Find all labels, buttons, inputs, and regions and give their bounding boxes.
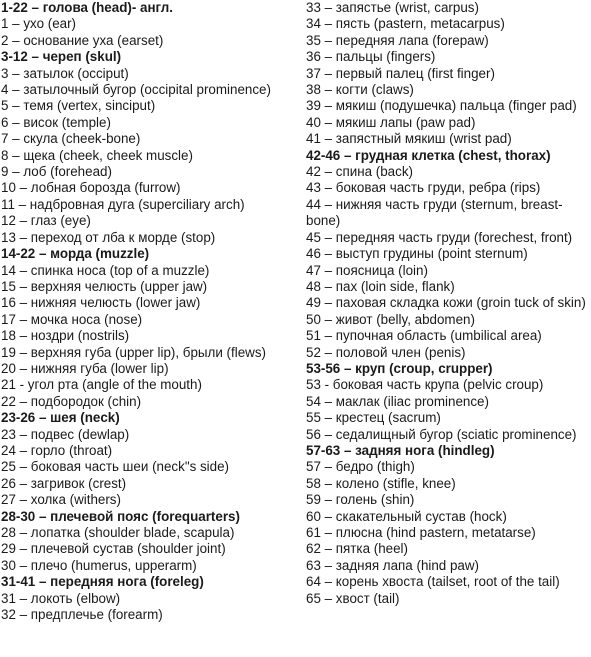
list-item: 36 – пальцы (fingers) [306,49,436,65]
list-item: 42 – спина (back) [306,164,413,180]
list-item: 30 – плечо (humerus, upperarm) [1,557,197,573]
list-item: 47 – поясница (loin) [306,262,428,278]
section-heading: 57-63 – задняя нога (hindleg) [306,442,495,458]
list-item: 11 – надбровная дуга (superciliary arch) [1,196,245,212]
list-item: 23 – подвес (dewlap) [1,426,130,442]
list-item: 31 – локоть (elbow) [1,590,121,606]
list-item: 50 – живот (belly, abdomen) [306,311,475,327]
section-heading: 28-30 – плечевой пояс (forequarters) [1,508,240,524]
list-item: 37 – первый палец (first finger) [306,65,495,81]
list-item: 22 – подбородок (chin) [1,393,142,409]
list-item: 17 – мочка носа (nose) [1,311,143,327]
list-item: 21 - угол рта (angle of the mouth) [1,377,202,393]
list-item: 35 – передняя лапа (forepaw) [306,32,489,48]
list-item: 13 – переход от лба к морде (stop) [1,229,216,245]
list-item: 62 – пятка (heel) [306,541,408,557]
list-item: 38 – когти (claws) [306,82,414,98]
list-item: 39 – мякиш (подушечка) пальца (finger pad) [306,98,577,114]
list-item: 5 – темя (vertex, sinciput) [1,98,156,114]
list-item: 55 – крестец (sacrum) [306,410,441,426]
list-item: 63 – задняя лапа (hind paw) [306,557,479,573]
list-item: 34 – пясть (pastern, metacarpus) [306,16,505,32]
list-item: 6 – висок (temple) [1,114,111,130]
list-item: 51 – пупочная область (umbilical area) [306,328,542,344]
section-heading: 42-46 – грудная клетка (chest, thorax) [306,147,551,163]
list-item: 33 – запястье (wrist, carpus) [306,0,479,15]
list-item: 8 – щека (cheek, cheek muscle) [1,147,193,163]
list-item: 10 – лобная борозда (furrow) [1,180,181,196]
section-heading: 14-22 – морда (muzzle) [1,246,150,262]
section-heading: 3-12 – череп (skul) [1,49,122,65]
section-heading: 53-56 – круп (croup, crupper) [306,360,493,376]
list-item: 27 – холка (withers) [1,492,121,508]
list-item: 52 – половой член (penis) [306,344,466,360]
list-item: 2 – основание уха (earset) [1,32,164,48]
list-item: 60 – скакательный сустав (hock) [306,508,507,524]
list-item: 44 – нижняя часть груди (sternum, breast-bone) [306,196,563,229]
list-item: 46 – выступ грудины (point sternum) [306,246,528,262]
list-item: 64 – корень хвоста (tailset, root of the tail) [306,574,560,590]
list-item: 16 – нижняя челюсть (lower jaw) [1,295,201,311]
list-item: 1 – ухо (ear) [1,16,77,32]
list-item: 49 – паховая складка кожи (groin tuck of skin) [306,295,586,311]
list-item: 40 – мякиш лапы (paw pad) [306,114,476,130]
list-item: 15 – верхняя челюсть (upper jaw) [1,278,208,294]
list-item: 59 – голень (shin) [306,492,415,508]
list-item: 4 – затылочный бугор (occipital prominence) [1,82,271,98]
right-column [306,0,590,607]
list-item: 26 – загривок (crest) [1,475,127,491]
list-item: 18 – ноздри (nostrils) [1,328,130,344]
list-item: 24 – горло (throat) [1,442,113,458]
list-item: 3 – затылок (occiput) [1,65,129,81]
list-item: 57 – бедро (thigh) [306,459,415,475]
list-item: 9 – лоб (forehead) [1,164,112,180]
list-item: 19 – верхняя губа (upper lip), брыли (flews) [1,344,266,360]
list-item: 54 – маклак (iliac prominence) [306,393,489,409]
left-column [1,0,301,623]
list-item: 28 – лопатка (shoulder blade, scapula) [1,525,235,540]
list-item: 20 – нижняя губа (lower lip) [1,360,169,376]
list-item: 58 – колено (stifle, knee) [306,475,456,491]
section-heading: 1-22 – голова (head)- англ. [1,0,174,15]
list-item: 7 – скула (cheek-bone) [1,131,141,147]
list-item: 12 – глаз (eye) [1,213,91,229]
list-item: 61 – плюсна (hind pastern, metatarse) [306,525,536,540]
list-item: 45 – передняя часть груди (forechest, front) [306,229,573,245]
list-item: 25 – боковая часть шеи (neck"s side) [1,459,230,475]
list-item: 53 - боковая часть крупа (pelvic croup) [306,377,544,393]
section-heading: 23-26 – шея (neck) [1,410,120,426]
list-item: 41 – запястный мякиш (wrist pad) [306,131,512,147]
section-heading: 31-41 – передняя нога (foreleg) [1,574,204,590]
list-item: 65 – хвост (tail) [306,590,400,606]
list-item: 29 – плечевой сустав (shoulder joint) [1,541,226,557]
list-item: 43 – боковая часть груди, ребра (rips) [306,180,541,196]
list-item: 48 – пах (loin side, flank) [306,278,455,294]
list-item: 56 – седалищный бугор (sciatic prominence) [306,426,577,442]
list-item: 32 – предплечье (forearm) [1,607,163,623]
list-item: 14 – спинка носа (top of a muzzle) [1,262,210,278]
